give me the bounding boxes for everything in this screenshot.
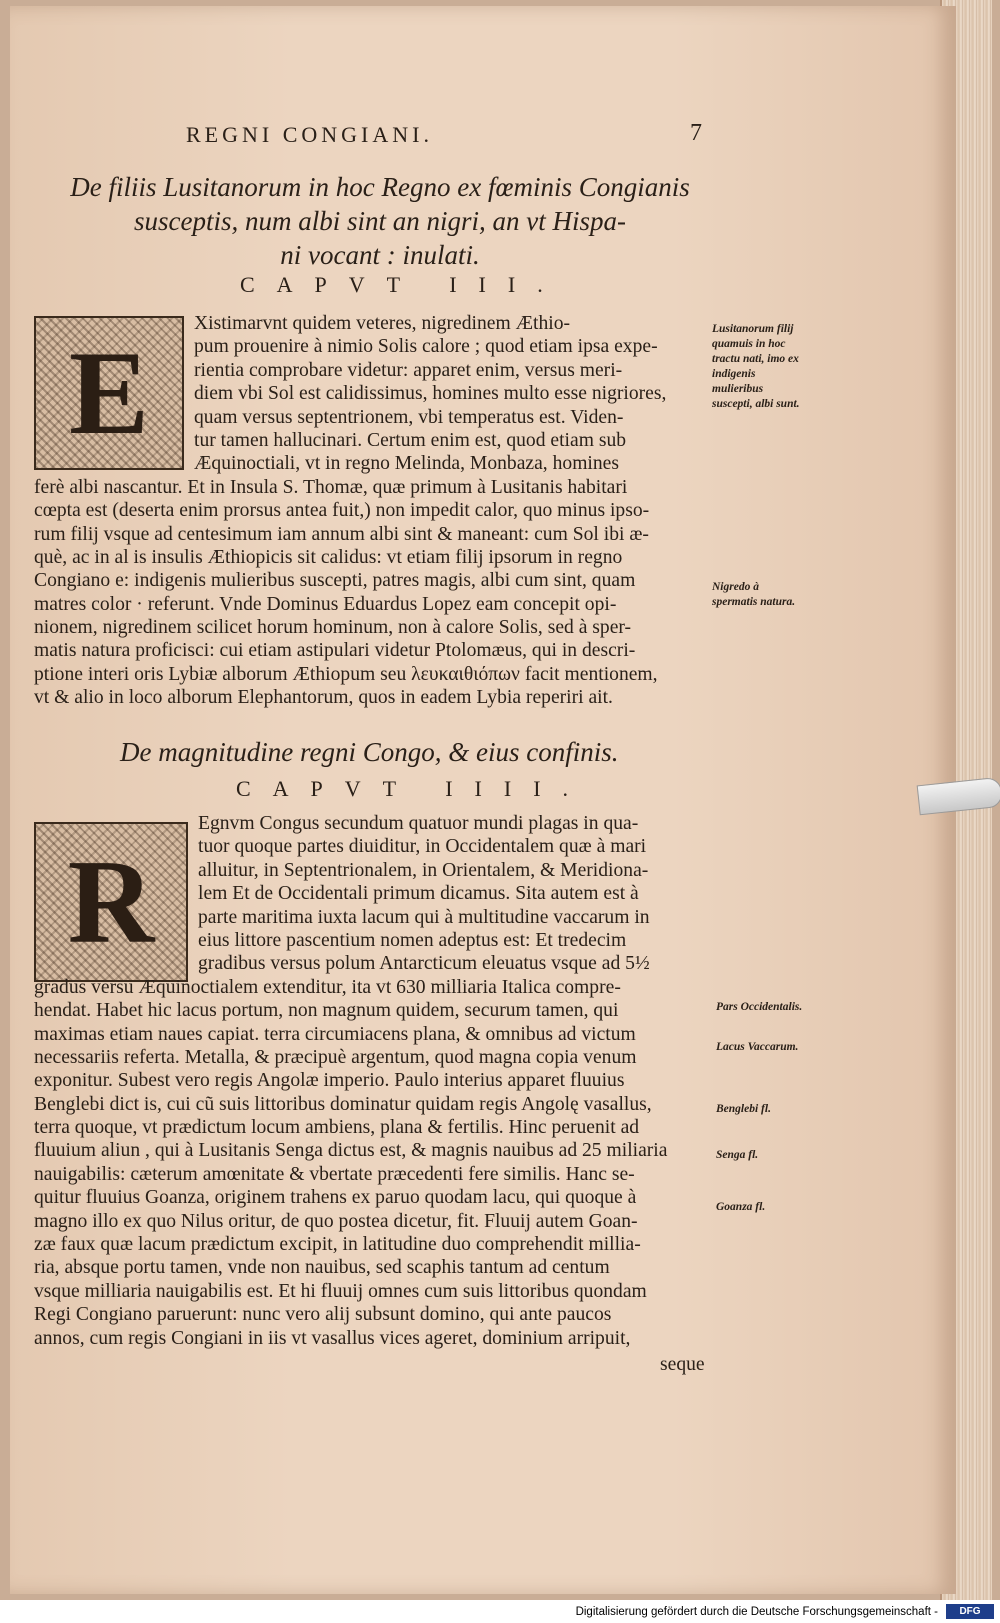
text-line: eius littore pascentium nomen adeptus est: Et tredecim xyxy=(198,929,627,951)
text-line: exponitur. Subest vero regis Angolæ imperio. Paulo interius apparet fluuius xyxy=(34,1070,625,1092)
text-line: cœpta est (deserta enim prorsus antea fuit,) non impedit calor, quo minus ipso- xyxy=(34,500,650,522)
catchword: seque xyxy=(660,1354,705,1375)
text-line: Regi Congiano paruerunt: nunc vero alij subsunt domino, qui ante paucos xyxy=(34,1304,612,1326)
text-line: vsque milliaria nauigabilis est. Et hi fluuij omnes cum suis littoribus quondam xyxy=(34,1280,647,1302)
page-number: 7 xyxy=(690,120,702,146)
text-line: terra quoque, vt prædictum locum ambiens, plana & fertilis. Hinc peruenit ad xyxy=(34,1117,640,1139)
margin-note: Senga fl. xyxy=(716,1149,759,1161)
text-line: nionem, nigredinem scilicet horum hominum, non à calore Solis, sed à sper- xyxy=(34,617,632,639)
text-line: zæ faux quæ lacum prædictum excipit, in latitudine duo comprehendit millia- xyxy=(34,1234,641,1256)
footer-credit: Digitalisierung gefördert durch die Deutsche Forschungsgemeinschaft - xyxy=(575,1606,938,1618)
text-line: Æquinoctiali, vt in regno Melinda, Monbaza, homines xyxy=(194,453,619,475)
decorated-initial-e: E xyxy=(34,316,184,470)
chapter-3-caput: CAPVT III. xyxy=(240,272,565,297)
text-line: diem vbi Sol est calidissimus, homines multo esse nigriores, xyxy=(194,383,667,405)
text-line: quam versus septentrionem, vbi temperatus est. Viden- xyxy=(194,406,624,428)
text-line: lem Et de Occidentali primum dicamus. Sita autem est à xyxy=(198,883,639,905)
text-line: vt & alio in loco alborum Elephantorum, quos in eadem Lybia reperiri ait. xyxy=(34,687,613,709)
text-line: nauigabilis: cæterum amœnitate & vbertate præcedenti fere similis. Hanc se- xyxy=(34,1163,635,1185)
text-line: gradibus versus polum Antarcticum eleuatus vsque ad 5½ xyxy=(198,953,650,975)
margin-note: Goanza fl. xyxy=(716,1201,766,1213)
text-line: rientia comprobare videtur: apparet enim, versus meri- xyxy=(194,359,623,381)
text-line: ptione interi oris Lybiæ alborum Æthiopum seu λευκαιθιόπων facit mentionem, xyxy=(34,663,658,685)
text-line: necessariis referta. Metalla, & præcipuè argentum, quod magna copia venum xyxy=(34,1046,637,1068)
margin-note: Benglebi fl. xyxy=(716,1103,771,1115)
margin-note: Nigredo à spermatis natura. xyxy=(712,581,796,608)
text-line: alluitur, in Septentrionalem, in Orientalem, & Meridiona- xyxy=(198,859,649,881)
text-line: quitur fluuius Goanza, originem trahens ex paruo quodam lacu, qui quoque à xyxy=(34,1187,637,1209)
chapter-4-body xyxy=(34,812,702,1350)
text-line: annos, cum regis Congiani in iis vt vasallus vices ageret, dominium arripuit, xyxy=(34,1327,631,1349)
decorated-initial-r: R xyxy=(34,822,188,982)
text-line: matres color · referunt. Vnde Dominus Eduardus Lopez eam concepit opi- xyxy=(34,593,617,615)
chapter-3-body xyxy=(34,312,702,710)
chapter-4-title: De magnitudine regni Congo, & eius confinis. xyxy=(120,737,619,767)
text-line: pum prouenire à nimio Solis calore ; quod etiam ipsa expe- xyxy=(194,336,658,358)
chapter-3-title xyxy=(60,170,700,272)
text-line: ria, absque portu tamen, vnde non nauibus, sed scaphis tantum ad centum xyxy=(34,1257,610,1279)
title-line: susceptis, num albi sint an nigri, an vt Hispa- xyxy=(134,206,626,236)
title-line: De filiis Lusitanorum in hoc Regno ex fœminis Congianis xyxy=(70,172,690,202)
text-line: parte maritima iuxta lacum qui à multitudine vaccarum in xyxy=(198,906,650,928)
text-line: ferè albi nascantur. Et in Insula S. Thomæ, quæ primum à Lusitanis habitari xyxy=(34,476,628,498)
text-line: tur tamen hallucinari. Certum enim est, quod etiam sub xyxy=(194,429,627,451)
text-line: tuor quoque partes diuiditur, in Occidentalem quæ à mari xyxy=(198,836,647,858)
text-line: què, ac in al is insulis Æthiopicis sit calidus: vt etiam filij ipsorum in regno xyxy=(34,546,623,568)
text-line: gradus versu Æquinoctialem extenditur, ita vt 630 milliaria Italica compre- xyxy=(34,976,621,998)
margin-note: Lusitanorum filij quamuis in hoc tractu nati, imo ex indigenis mulieribus suscepti, albi sunt. xyxy=(712,323,800,410)
running-title: REGNI CONGIANI. xyxy=(186,122,433,147)
text-line: maximas etiam naues capiat. terra circumiacens plana, & omnibus ad victum xyxy=(34,1023,636,1045)
margin-note: Pars Occidentalis. xyxy=(716,1001,803,1013)
title-line: ni vocant : inulati. xyxy=(280,240,480,270)
text-line: Xistimarvnt quidem veteres, nigredinem Æthio- xyxy=(194,313,571,334)
text-line: hendat. Habet hic lacus portum, non magnum quidem, securum tamen, qui xyxy=(34,1000,619,1022)
footer-bar xyxy=(0,1600,1000,1623)
margin-note: Lacus Vaccarum. xyxy=(716,1041,799,1053)
text-line: Benglebi dict is, cui cũ suis littoribus dominatur quidam regis Angolę vasallus, xyxy=(34,1093,652,1115)
text-line: Egnvm Congus secundum quatuor mundi plagas in qua- xyxy=(198,813,639,834)
text-line: magno illo ex quo Nilus oritur, de quo postea dicetur, fit. Fluuij autem Goan- xyxy=(34,1210,638,1232)
text-line: matis natura proficisci: cui etiam astipulari videtur Ptolomæus, qui in descri- xyxy=(34,640,636,662)
chapter-4-caput: CAPVT IIII. xyxy=(236,776,591,801)
text-line: fluuium aliun , qui à Lusitanis Senga dictus est, & magnis nauibus ad 25 miliaria xyxy=(34,1140,668,1162)
text-line: Congiano e: indigenis mulieribus suscepti, patres magis, albi cum sint, quam xyxy=(34,570,636,592)
text-line: rum filij vsque ad centesimum iam annum albi sint & maneant: cum Sol ibi æ- xyxy=(34,523,649,545)
dfg-logo: DFG xyxy=(946,1604,994,1619)
